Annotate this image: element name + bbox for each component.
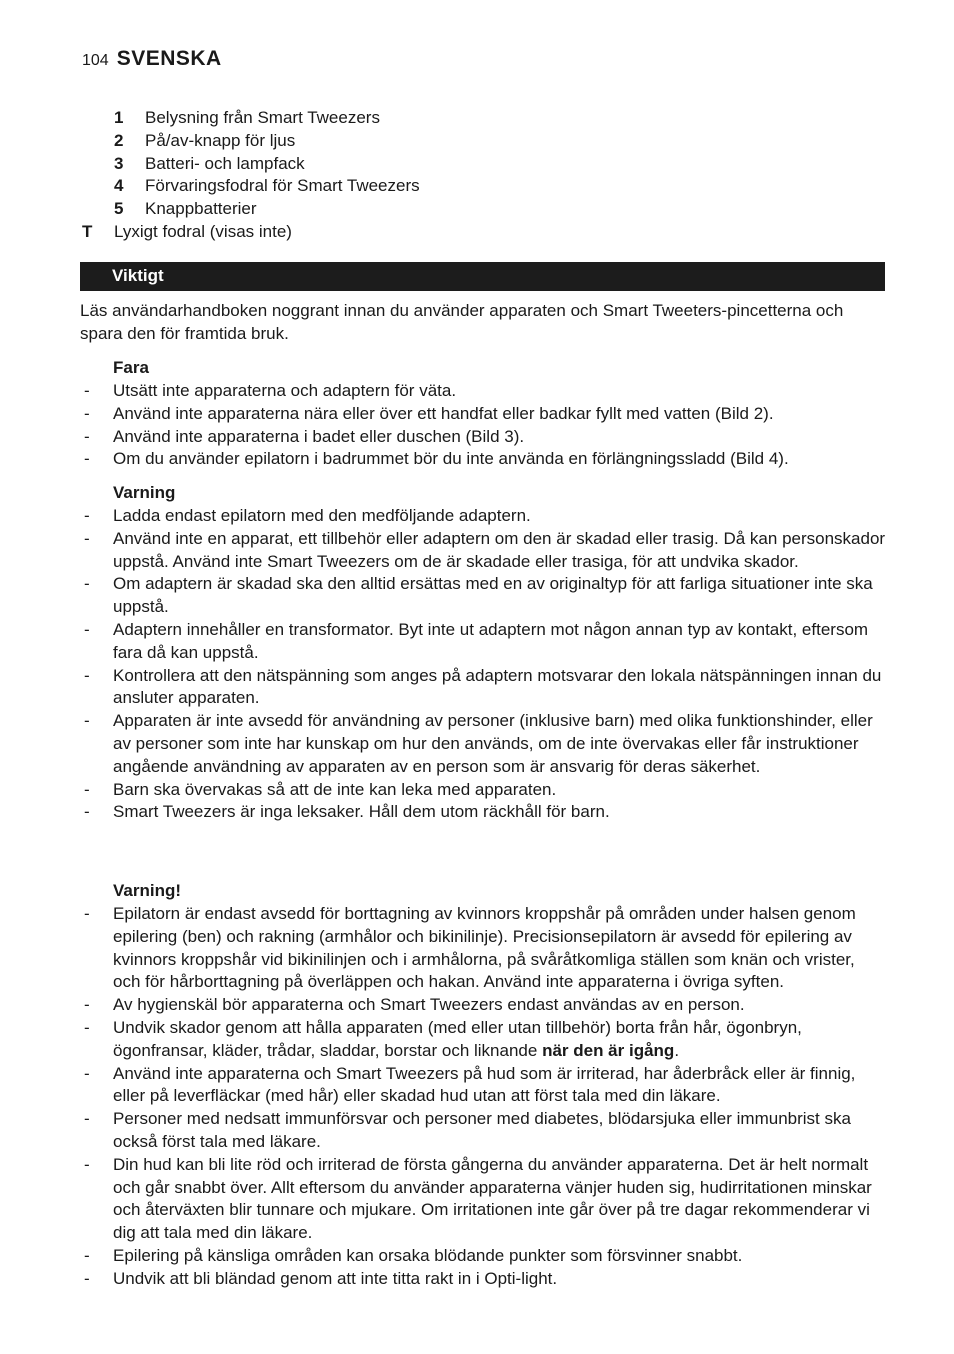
dash: - [84, 619, 90, 639]
list-item [80, 994, 886, 1017]
dash: - [84, 381, 90, 400]
list-item [82, 221, 882, 244]
list-item [80, 573, 886, 619]
list-item [80, 1017, 886, 1063]
list-item [80, 1245, 886, 1268]
dash: - [84, 1154, 90, 1174]
dash: - [84, 1063, 90, 1083]
item-text-end: . [674, 1040, 680, 1060]
list-item [80, 448, 886, 471]
list-item [82, 107, 882, 130]
list-item [82, 153, 882, 176]
dash: - [84, 528, 90, 548]
section-heading-bar [80, 262, 885, 291]
dash: - [84, 779, 90, 799]
dash: - [84, 665, 90, 685]
varning-list [80, 505, 886, 824]
varning2-heading: Varning! [113, 881, 182, 900]
item-text: Använd inte apparaterna och Smart Tweezers på hud som är irriterad, har åderbråck eller är finnig, eller på leverfläckar (med hår) eller skadad hud utan att först tala med din läkare. [113, 1063, 856, 1106]
part-label: Lyxigt fodral (visas inte) [114, 221, 292, 241]
list-item [80, 403, 886, 426]
fara-list [80, 380, 886, 471]
item-text: Epilering på känsliga områden kan orsaka blödande punkter som försvinner snabbt. [113, 1245, 743, 1265]
dash: - [84, 1109, 90, 1129]
item-text: Adaptern innehåller en transformator. Byt inte ut adaptern mot någon annan typ av kontakt, eftersom fara då kan uppstå. [113, 619, 869, 662]
dash: - [84, 802, 90, 822]
item-text: Kontrollera att den nätspänning som anges på adaptern motsvarar den lokala nätspänningen innan du ansluter apparaten. [113, 665, 882, 708]
list-item [80, 619, 886, 665]
part-key: T [82, 221, 93, 241]
fara-heading: Fara [113, 358, 149, 377]
item-text [113, 1017, 886, 1063]
list-item [80, 505, 886, 528]
dash: - [84, 1268, 90, 1288]
dash: - [84, 574, 90, 594]
varning2-list [80, 903, 886, 1291]
part-label: Batteri- och lampfack [145, 153, 305, 173]
part-key: 5 [114, 199, 124, 219]
list-item [80, 1063, 886, 1109]
dash: - [84, 449, 90, 469]
page-header [82, 47, 222, 71]
dash: - [84, 1245, 90, 1265]
dash: - [84, 904, 90, 923]
part-key: 3 [114, 153, 124, 173]
item-text: Utsätt inte apparaterna och adaptern för väta. [113, 381, 457, 400]
list-item [82, 130, 882, 153]
varning-heading: Varning [113, 483, 176, 502]
list-item [80, 903, 886, 994]
parts-list [82, 107, 882, 244]
list-item [80, 665, 886, 711]
item-text: Använd inte apparaterna i badet eller duschen (Bild 3). [113, 426, 525, 446]
item-text: Din hud kan bli lite röd och irriterad de första gångerna du använder apparaterna. Det är helt normalt och går snabbt över. Allt eftersom du använder apparaterna vänjer huden sig, hudirritationen minskar och återväxten blir tunnare och mjukare. Om irritationen inte går över på tre dagar rekommenderar vi dig att tala med din läkare. [113, 1154, 872, 1243]
item-text-bold: när den är igång [542, 1040, 675, 1060]
list-item [80, 1108, 886, 1154]
language-heading: SVENSKA [116, 47, 222, 70]
page-number: 104 [82, 52, 109, 69]
dash: - [84, 995, 90, 1015]
section-heading: Viktigt [112, 266, 164, 285]
item-text: Smart Tweezers är inga leksaker. Håll dem utom räckhåll för barn. [113, 802, 610, 822]
part-key: 4 [114, 176, 124, 196]
part-key: 1 [114, 108, 124, 127]
item-text: Ladda endast epilatorn med den medföljande adaptern. [113, 506, 531, 525]
item-text: Om adaptern är skadad ska den alltid ersättas med en av originaltyp för att farliga situationer inte ska uppstå. [113, 574, 873, 617]
item-text: Om du använder epilatorn i badrummet bör du inte använda en förlängningssladd (Bild 4). [113, 449, 789, 469]
list-item [80, 779, 886, 802]
intro-paragraph: Läs användarhandboken noggrant innan du använder apparaten och Smart Tweeters-pincetterna och spara den för framtida bruk. [80, 301, 844, 343]
item-text: Använd inte apparaterna nära eller över ett handfat eller badkar fyllt med vatten (Bild 2). [113, 403, 774, 423]
list-item [80, 1268, 886, 1291]
dash: - [84, 403, 90, 423]
list-item [82, 175, 882, 198]
item-text: Använd inte en apparat, ett tillbehör eller adaptern om den är skadad eller trasig. Då kan personskador uppstå. Använd inte Smart Tweezers om de är skadade eller trasiga, för att undvika skador. [113, 528, 886, 571]
dash: - [84, 506, 90, 525]
part-label: Förvaringsfodral för Smart Tweezers [145, 176, 420, 196]
item-text: Apparaten är inte avsedd för användning av personer (inklusive barn) med olika funktionshinder, eller av personer som inte har kunskap om hur den används, om de inte övervakas eller får instruktioner angående användning av apparaten av en person som är ansvarig för deras säkerhet. [113, 711, 873, 776]
part-key: 2 [114, 130, 124, 150]
list-item [80, 426, 886, 449]
item-text: Av hygienskäl bör apparaterna och Smart Tweezers endast användas av en person. [113, 995, 745, 1015]
item-text: Personer med nedsatt immunförsvar och personer med diabetes, blödarsjuka eller immunbrist ska också först tala med läkare. [113, 1109, 851, 1151]
item-text: Undvik att bli bländad genom att inte titta rakt in i Opti-light. [113, 1268, 558, 1288]
part-label: Knappbatterier [145, 199, 257, 219]
list-item [80, 1154, 886, 1245]
part-label: På/av-knapp för ljus [145, 130, 296, 150]
item-text: Barn ska övervakas så att de inte kan leka med apparaten. [113, 779, 557, 799]
dash: - [84, 426, 90, 446]
dash: - [84, 1017, 90, 1037]
list-item [80, 710, 886, 778]
list-item [80, 801, 886, 824]
item-text: Epilatorn är endast avsedd för borttagning av kvinnors kroppshår på områden under halsen genom epilering (ben) och rakning (armhålor och bikinilinje). Precisionsepilatorn är avsedd för epilering av kvinnors kroppshår vid bikinilinjen och i armhålorna, på svåråtkomliga ställen som knän och vrister, och för hårborttagning på överläppen och hakan. Använd inte apparaterna i övriga syften. [113, 904, 856, 992]
part-label: Belysning från Smart Tweezers [145, 108, 380, 127]
dash: - [84, 711, 90, 731]
list-item [80, 528, 886, 574]
list-item [82, 198, 882, 221]
item-text-main: Undvik skador genom att hålla apparaten (med eller utan tillbehör) borta från hår, ögonbryn, ögonfransar, kläder, trådar, sladdar, borstar och liknande [113, 1017, 802, 1060]
list-item [80, 380, 886, 403]
